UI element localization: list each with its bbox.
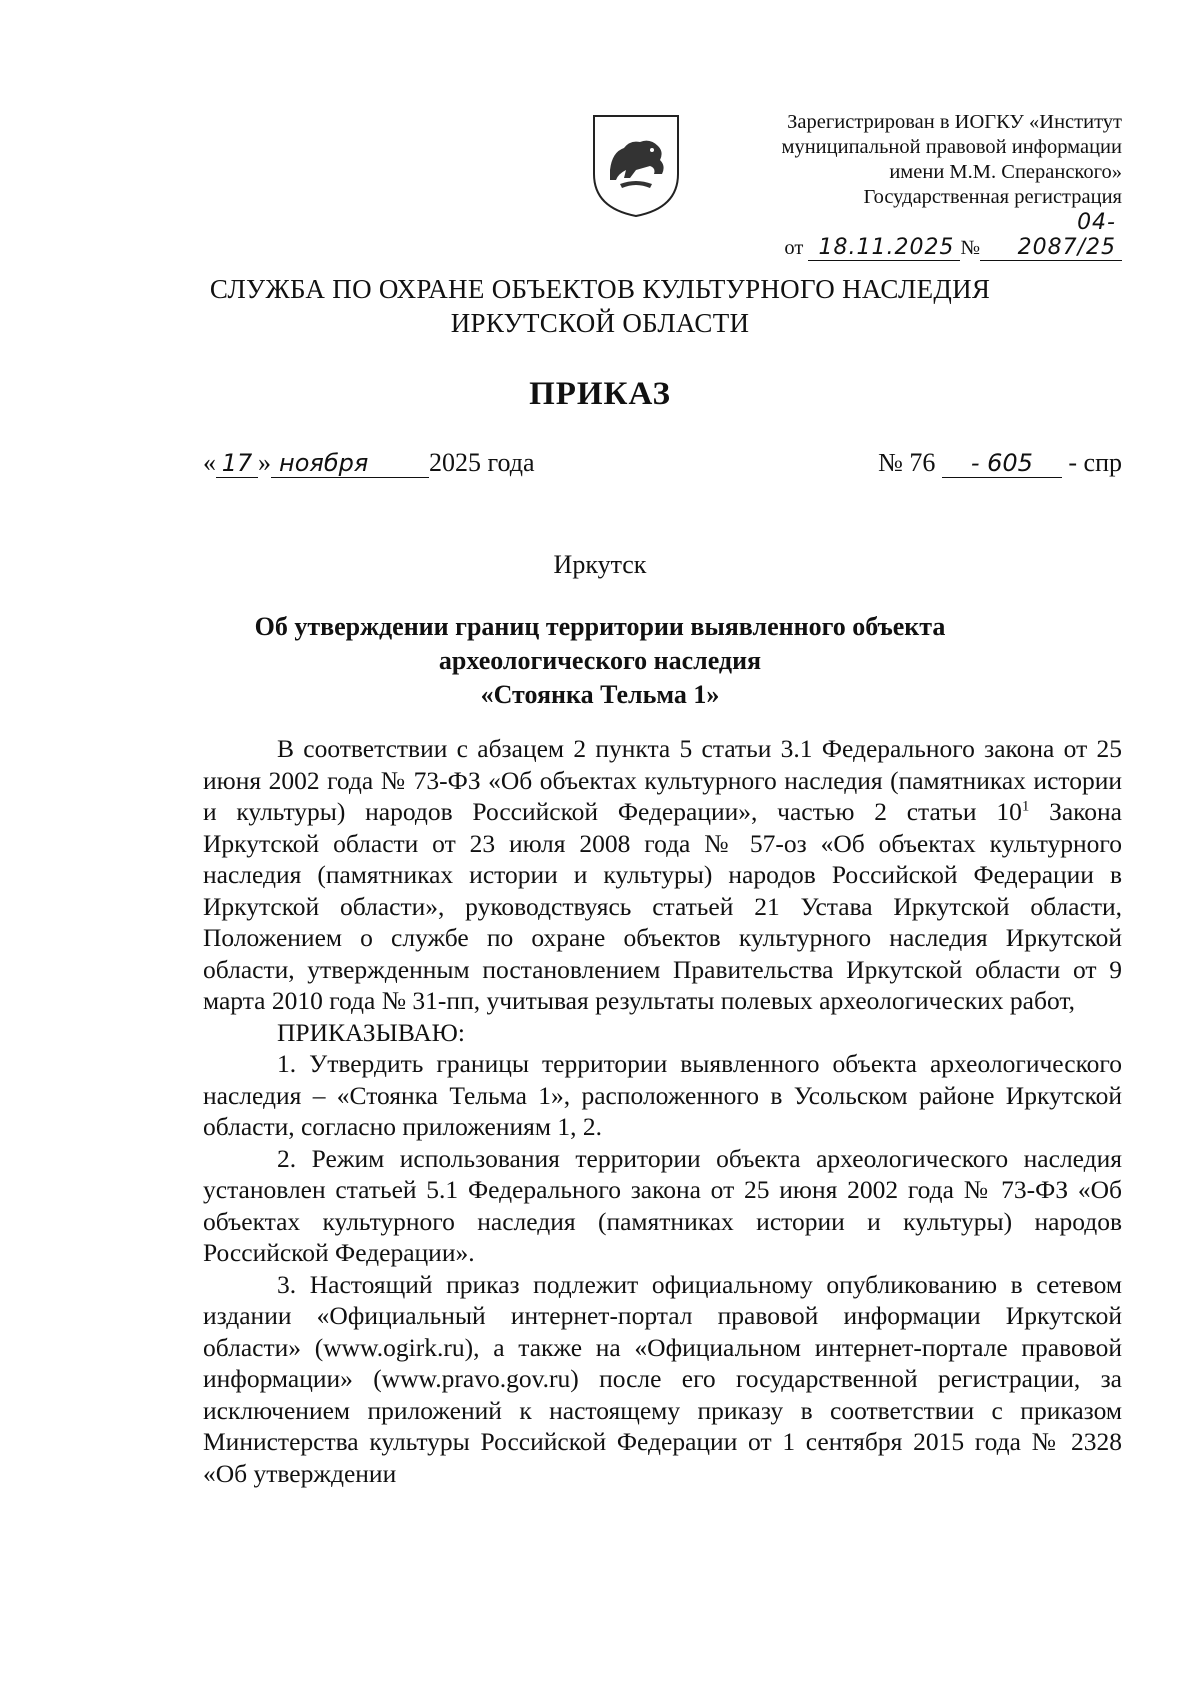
subject-line-2: археологического наследия	[438, 646, 762, 675]
order-date	[203, 448, 535, 478]
date-month: ноября	[271, 449, 429, 478]
registration-line-2: муниципальной правовой информации	[781, 136, 1122, 158]
date-day: 17	[216, 449, 258, 478]
registration-line-4: Государственная регистрация	[863, 186, 1122, 208]
registration-line-3: имени М.М. Сперанского»	[889, 161, 1122, 183]
city: Иркутск	[553, 550, 647, 579]
organization-name	[0, 272, 1200, 340]
item-2: 2. Режим использования территории объекта археологического наследия установлен статьей 5.1 Федерального закона от 25 июня 2002 года № 73-ФЗ «Об объектах культурного наследия (памятниках истории и культуры) народов Российской Федерации».	[203, 1143, 1122, 1267]
registration-stamp	[602, 110, 1122, 261]
intro-superscript: 1	[1021, 798, 1030, 815]
order-word: ПРИКАЗЫВАЮ:	[277, 1017, 465, 1047]
document-title: ПРИКАЗ	[529, 376, 671, 412]
number-handwritten: 605	[987, 449, 1033, 477]
number-dash: -	[970, 449, 980, 477]
intro-text-b: Закона Иркутской области от 23 июля 2008 года № 57-оз «Об объектах культурного наследия (памятниках истории и культуры) народов Российской Федерации в Иркутской области», руководствуясь статьей 21 Устава Иркутской области, Положением о службе по охране объектов культурного наследия Иркутской области, утвержденным постановлением Правительства Иркутской области от 9 марта 2010 года № 31-пп, учитывая результаты полевых археологических работ,	[203, 797, 1122, 1015]
registration-no-label: №	[960, 237, 980, 259]
number-value	[942, 449, 1062, 478]
registration-date: 18.11.2025	[808, 235, 960, 261]
number-suffix: - спр	[1068, 448, 1122, 477]
registration-number: 04-2087/25	[980, 210, 1122, 261]
registration-line-1: Зарегистрирован в ИОГКУ «Институт	[787, 111, 1122, 133]
intro-paragraph	[203, 733, 1122, 1017]
registration-from-label: от	[784, 237, 804, 259]
date-year: 2025 года	[429, 448, 535, 477]
date-open-quote: «	[203, 448, 216, 477]
order-body	[203, 733, 1122, 1489]
date-close-quote: »	[258, 448, 271, 477]
order-subject	[0, 610, 1200, 712]
intro-text-a: В соответствии с абзацем 2 пункта 5 статьи 3.1 Федерального закона от 25 июня 2002 года № 73-ФЗ «Об объектах культурного наследия (памятниках истории и культуры) народов Российской Федерации», частью 2 статьи 10	[203, 734, 1122, 826]
number-prefix: № 76	[878, 448, 936, 477]
order-number	[878, 448, 1122, 478]
item-3: 3. Настоящий приказ подлежит официальному опубликованию в сетевом издании «Официальный интернет-портал правовой информации Иркутской области» (www.ogirk.ru), а также на «Официальном интернет-портале правовой информации» (www.pravo.gov.ru) после его государственной регистрации, за исключением приложений к настоящему приказу в соответствии с приказом Министерства культуры Российской Федерации от 1 сентября 2015 года № 2328 «Об утверждении	[203, 1269, 1122, 1488]
registration-date-line	[602, 210, 1122, 261]
subject-line-1: Об утверждении границ территории выявленного объекта	[254, 612, 946, 641]
subject-line-3: «Стоянка Тельма 1»	[480, 680, 720, 709]
item-1: 1. Утвердить границы территории выявленного объекта археологического наследия – «Стоянка Тельма 1», расположенного в Усольском районе Иркутской области, согласно приложениям 1, 2.	[203, 1049, 1122, 1141]
organization-line-2: ИРКУТСКОЙ ОБЛАСТИ	[450, 308, 750, 338]
organization-line-1: СЛУЖБА ПО ОХРАНЕ ОБЪЕКТОВ КУЛЬТУРНОГО НАСЛЕДИЯ	[209, 274, 991, 304]
